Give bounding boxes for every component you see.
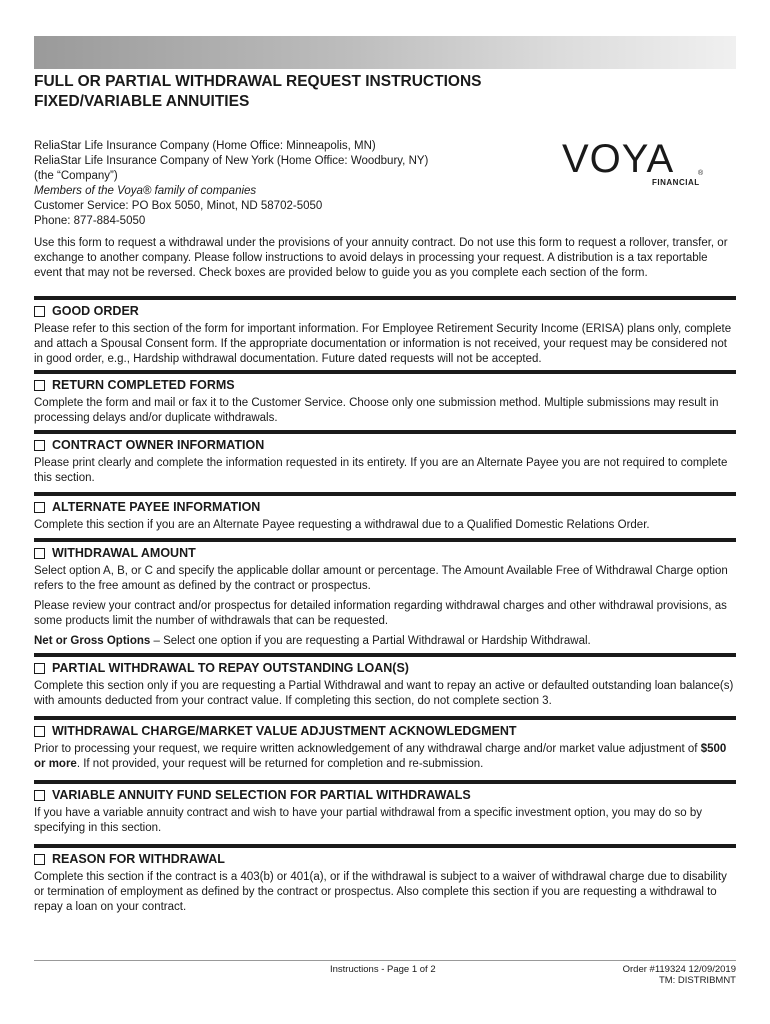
tm-code: TM: DISTRIBMNT	[658, 975, 736, 986]
page-title	[34, 72, 634, 112]
checkbox[interactable]	[34, 726, 45, 737]
section-contract-owner	[34, 430, 736, 486]
section-title: RETURN COMPLETED FORMS	[52, 378, 235, 392]
section-rule	[34, 844, 736, 848]
order-number: Order #119324 12/09/2019	[622, 964, 736, 975]
section-rule	[34, 430, 736, 434]
checkbox[interactable]	[34, 663, 45, 674]
footer-divider	[34, 960, 736, 961]
section-rule	[34, 780, 736, 784]
title-line-1: FULL OR PARTIAL WITHDRAWAL REQUEST INSTRUCTIONS	[34, 73, 482, 90]
logo-subtext: FINANCIAL	[652, 178, 700, 187]
section-title: CONTRACT OWNER INFORMATION	[52, 438, 265, 452]
section-title: WITHDRAWAL AMOUNT	[52, 546, 196, 560]
checkbox[interactable]	[34, 790, 45, 801]
intro-paragraph: Use this form to request a withdrawal under the provisions of your annuity contract. Do not use this form to request a rollover, transfer, or exchange to another company. Please follow instructions to avoid delays in processing your request. A distribution is a tax reportable event that may not be reversed. Check boxes are provided below to guide you as you complete each section of the form.	[34, 237, 728, 279]
section-title: VARIABLE ANNUITY FUND SELECTION FOR PARTIAL WITHDRAWALS	[52, 788, 471, 802]
net-gross-label: Net or Gross Options	[34, 635, 151, 647]
section-fund-selection	[34, 780, 736, 836]
section-body: Complete this section only if you are requesting a Partial Withdrawal and want to repay an active or defaulted outstanding loan balance(s) with amounts deducted from your contract value. If completing this section, do not complete section 3.	[34, 680, 734, 707]
section-alternate-payee	[34, 492, 736, 533]
section-body: Net or Gross Options – Select one option if you are requesting a Partial Withdrawal or Hardship Withdrawal.	[34, 635, 591, 647]
section-body: Complete the form and mail or fax it to the Customer Service. Choose only one submission method. Multiple submissions may result in processing delays and/or duplicate withdrawals.	[34, 397, 719, 424]
section-title: GOOD ORDER	[52, 304, 139, 318]
section-body: Please review your contract and/or prospectus for detailed information regarding withdrawal charges and other withdrawal provisions, as some products limit the number of withdrawals that can be requested.	[34, 600, 727, 627]
section-title: REASON FOR WITHDRAWAL	[52, 852, 225, 866]
logo-registered: ®	[698, 170, 704, 177]
phone: Phone: 877-884-5050	[34, 215, 146, 227]
company-family: Members of the Voya® family of companies	[34, 185, 257, 197]
section-reason	[34, 844, 736, 915]
checkbox[interactable]	[34, 440, 45, 451]
section-body: If you have a variable annuity contract and wish to have your partial withdrawal from a specific investment option, you may do so by specifying in this section.	[34, 807, 702, 834]
header-banner	[34, 36, 736, 69]
section-return-forms	[34, 370, 736, 426]
section-rule	[34, 653, 736, 657]
logo-wordmark: VOYA	[562, 137, 675, 181]
section-body: Complete this section if the contract is a 403(b) or 401(a), or if the withdrawal is subject to a waiver of withdrawal charge due to disability or termination of employment as defined by the contract or prospectus. Also complete this section if you are requesting a withdrawal to repay a loan on your contract.	[34, 871, 727, 913]
threshold-amount: $500 or more	[34, 743, 727, 770]
company-line: (the “Company”)	[34, 170, 118, 182]
section-body: Please print clearly and complete the information requested in its entirety. If you are an Alternate Payee you are not required to complete this section.	[34, 457, 728, 484]
section-good-order	[34, 296, 736, 367]
customer-service: Customer Service: PO Box 5050, Minot, ND 58702-5050	[34, 200, 323, 212]
checkbox[interactable]	[34, 854, 45, 865]
order-info	[623, 964, 736, 986]
title-line-2: FIXED/VARIABLE ANNUITIES	[34, 93, 250, 110]
section-rule	[34, 296, 736, 300]
page-number: Instructions - Page 1 of 2	[330, 964, 436, 975]
section-rule	[34, 716, 736, 720]
section-body: Complete this section if you are an Alternate Payee requesting a withdrawal due to a Qualified Domestic Relations Order.	[34, 519, 650, 531]
section-rule	[34, 492, 736, 496]
section-rule	[34, 538, 736, 542]
company-line: ReliaStar Life Insurance Company (Home Office: Minneapolis, MN)	[34, 140, 376, 152]
checkbox[interactable]	[34, 548, 45, 559]
section-body: Please refer to this section of the form for important information. For Employee Retirement Security Income (ERISA) plans only, complete and attach a Spousal Consent form. If the appropriate documentation or information is not received, your request may be considered not in good order, e.g., Hardship withdrawal documentation. Future dated requests will not be accepted.	[34, 323, 732, 365]
checkbox[interactable]	[34, 502, 45, 513]
checkbox[interactable]	[34, 380, 45, 391]
section-title: PARTIAL WITHDRAWAL TO REPAY OUTSTANDING LOAN(S)	[52, 661, 409, 675]
section-withdrawal-charge	[34, 716, 736, 772]
section-title: ALTERNATE PAYEE INFORMATION	[52, 500, 261, 514]
section-title: WITHDRAWAL CHARGE/MARKET VALUE ADJUSTMENT ACKNOWLEDGMENT	[52, 724, 517, 738]
section-repay-loan	[34, 653, 736, 709]
company-line: ReliaStar Life Insurance Company of New York (Home Office: Woodbury, NY)	[34, 155, 429, 167]
section-body: Select option A, B, or C and specify the applicable dollar amount or percentage. The Amount Available Free of Withdrawal Charge option refers to the free amount as defined by the contract or prospectus.	[34, 565, 728, 592]
section-withdrawal-amount	[34, 538, 736, 654]
checkbox[interactable]	[34, 306, 45, 317]
section-body: Prior to processing your request, we require written acknowledgement of any withdrawal charge and/or market value adjustment of $500 or more. If not provided, your request will be returned for completion and re-submission.	[34, 743, 727, 770]
company-info	[34, 139, 428, 229]
voya-logo	[560, 134, 730, 194]
section-rule	[34, 370, 736, 374]
